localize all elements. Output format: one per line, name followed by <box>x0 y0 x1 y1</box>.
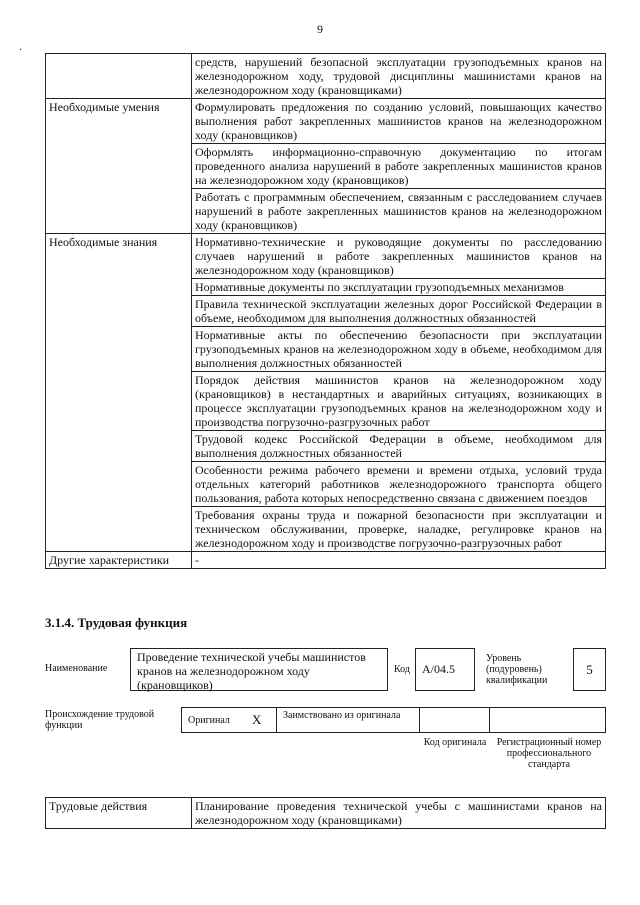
section-title: 3.1.4. Трудовая функция <box>45 615 188 630</box>
row-item: Особенности режима рабочего времени и времени отдыха, условий труда отдельных категорий работников железнодорожного транспорта общего пользования, работа которых непосредственно связана с движением поездов <box>192 462 606 507</box>
code-original-cell <box>420 708 490 732</box>
row-item: Работать с программным обеспечением, связанным с расследованием случаев нарушений в работе закрепленных машинистов кранов на железнодорожном ходу (крановщиков) <box>192 189 606 234</box>
borrowed-label: Заимствовано из оригинала <box>283 710 401 721</box>
row-item: Нормативно-технические и руководящие документы по расследованию случаев нарушений в работе закрепленных машинистов кранов на железнодорожном ходу (крановщиков) <box>192 234 606 279</box>
labor-actions-value: Планирование проведения технической учебы с машинистами кранов на железнодорожном ходу (крановщиками) <box>192 798 606 829</box>
row-item: Правила технической эксплуатации железных дорог Российской Федерации в объеме, необходимом для выполнения должностных обязанностей <box>192 296 606 327</box>
original-cell <box>182 708 277 732</box>
code-original-caption: Код оригинала <box>423 737 487 748</box>
row-item: Порядок действия машинистов кранов на железнодорожном ходу (крановщиков) в нестандартных и аварийных ситуациях, возникающих в процессе эксплуатации грузоподъемных кранов на железнодорожном ходу и производства погрузочно-разгрузочных работ <box>192 372 606 431</box>
page-number: 9 <box>317 22 323 36</box>
table-row <box>46 54 606 99</box>
qualification-level-box: 5 <box>573 648 606 691</box>
row-label: Необходимые знания <box>46 234 192 552</box>
row-item: средств, нарушений безопасной эксплуатации грузоподъемных кранов на железнодорожном ходу, трудовой дисциплины машинистами кранов на железнодорожном ходу (крановщиками) <box>192 54 606 99</box>
row-item: - <box>192 552 606 569</box>
table-row <box>46 552 606 569</box>
reg-number-caption: Регистрационный номер профессионального стандарта <box>496 737 602 770</box>
margin-mark: · <box>19 45 23 56</box>
labor-actions-table <box>45 797 606 829</box>
row-item: Нормативные документы по эксплуатации грузоподъемных механизмов <box>192 279 606 296</box>
name-label: Наименование <box>45 663 108 674</box>
row-item: Требования охраны труда и пожарной безопасности при эксплуатации и техническом обслуживании, проверке, наладке, регулировке кранов на железнодорожном ходу и производстве погрузочно-разгрузочных работ <box>192 507 606 552</box>
original-label: Оригинал <box>188 715 230 726</box>
table-row <box>46 99 606 144</box>
reg-number-cell <box>490 708 605 732</box>
level-label: Уровень (подуровень) квалификации <box>486 653 548 686</box>
original-mark: X <box>252 712 262 727</box>
row-label <box>46 54 192 99</box>
function-name-box: Проведение технической учебы машинистов кранов на железнодорожном ходу (крановщиков) <box>130 648 388 691</box>
row-item: Формулировать предложения по созданию условий, повышающих качество выполнения работ закрепленных машинистов кранов на железнодорожном ходу (крановщиков) <box>192 99 606 144</box>
row-label: Другие характеристики <box>46 552 192 569</box>
row-item: Оформлять информационно-справочную документацию по итогам проведенного анализа нарушений в работе закрепленных машинистов кранов на железнодорожном ходу (крановщиков) <box>192 144 606 189</box>
borrowed-cell <box>277 708 420 732</box>
function-code-box: A/04.5 <box>415 648 475 691</box>
origin-label: Происхождение трудовой функции <box>45 709 155 731</box>
table-row <box>46 234 606 279</box>
row-item: Трудовой кодекс Российской Федерации в объеме, необходимом для выполнения должностных обязанностей <box>192 431 606 462</box>
origin-row <box>181 707 606 733</box>
row-label: Необходимые умения <box>46 99 192 234</box>
labor-actions-label: Трудовые действия <box>46 798 192 829</box>
row-item: Нормативные акты по обеспечению безопасности при эксплуатации грузоподъемных кранов на железнодорожном ходу в объеме, необходимом для выполнения должностных обязанностей <box>192 327 606 372</box>
code-label: Код <box>394 664 410 675</box>
competency-table <box>45 53 606 569</box>
